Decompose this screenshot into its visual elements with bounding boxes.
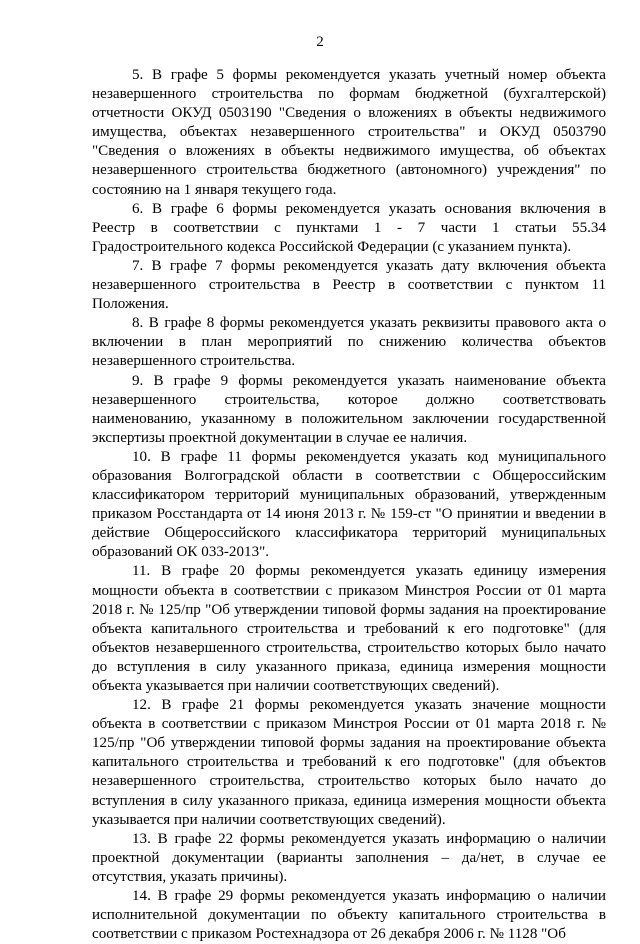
paragraph-7: 7. В графе 7 формы рекомендуется указать дату включения объекта незавершенного строительства в Реестр в соответствии с пунктом 11 Положения. <box>92 257 606 313</box>
paragraph-9: 9. В графе 9 формы рекомендуется указать наименование объекта незавершенного строительства, которое должно соответствовать наименованию, указанному в положительном заключении государственной экспертизы проектной документации в случае ее наличия. <box>92 372 606 446</box>
paragraph-5: 5. В графе 5 формы рекомендуется указать учетный номер объекта незавершенного строительства по формам бюджетной (бухгалтерской) отчетности ОКУД 0503190 "Сведения о вложениях в объекты недвижимого имущества, объектах незавершенного строительства" и ОКУД 0503790 "Сведения о вложениях в объекты недвижимого имущества, об объектах незавершенного строительства бюджетного (автономного) учреждения" по состоянию на 1 января текущего года. <box>92 67 606 198</box>
paragraph-10: 10. В графе 11 формы рекомендуется указать код муниципального образования Волгоградской области в соответствии с Общероссийским классификатором территорий муниципальных образований, утвержденным приказом Росстандарта от 14 июня 2013 г. № 159-ст "О принятии и введении в действие Общероссийского классификатора территорий муниципальных образований ОК 033-2013". <box>92 448 606 561</box>
paragraph-12: 12. В графе 21 формы рекомендуется указать значение мощности объекта в соответствии с приказом Минстроя России от 01 марта 2018 г. № 125/пр "Об утверждении типовой формы задания на проектирование объекта капитального строительства и требований к его подготовке" (для объектов незавершенного строительства, строительство которых было начато до вступления в силу указанного приказа, единица измерения мощности объекта указывается при наличии соответствующих сведений). <box>92 697 606 828</box>
page-number: 2 <box>316 34 324 50</box>
document-body <box>92 66 606 944</box>
paragraph-14: 14. В графе 29 формы рекомендуется указать информацию о наличии исполнительной документации по объекту капитального строительства в соответствии с приказом Ростехнадзора от 26 декабря 2006 г. № 1128 "Об <box>92 888 606 943</box>
paragraph-8: 8. В графе 8 формы рекомендуется указать реквизиты правового акта о включении в план мероприятий по снижению количества объектов незавершенного строительства. <box>92 315 606 370</box>
paragraph-11: 11. В графе 20 формы рекомендуется указать единицу измерения мощности объекта в соответствии с приказом Минстроя России от 01 марта 2018 г. № 125/пр "Об утверждении типовой формы задания на проектирование объекта капитального строительства и требований к его подготовке" (для объектов незавершенного строительства, строительство которых было начато до вступления в силу указанного приказа, единица измерения мощности объекта указывается при наличии соответствующих сведений). <box>92 563 606 694</box>
paragraph-13: 13. В графе 22 формы рекомендуется указать информацию о наличии проектной документации (варианты заполнения – да/нет, в случае ее отсутствия, указать причины). <box>92 830 606 885</box>
paragraph-6: 6. В графе 6 формы рекомендуется указать основания включения в Реестр в соответствии с пунктами 1 - 7 части 1 статьи 55.34 Градостроительного кодекса Российской Федерации (с указанием пункта). <box>92 200 606 255</box>
